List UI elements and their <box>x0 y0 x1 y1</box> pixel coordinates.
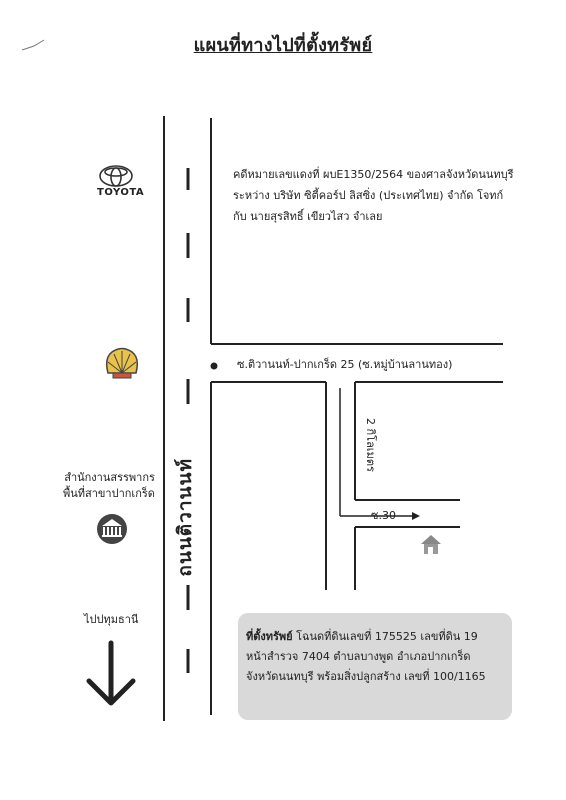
map-title: แผนที่ทางไปที่ตั้งทรัพย์ <box>193 35 373 56</box>
case-line-3: กับ นายสุรสิทธิ์ เขียวไสว จำเลย <box>233 210 383 223</box>
property-heading: ที่ตั้งทรัพย์ <box>246 630 293 643</box>
scan-mark <box>22 40 44 50</box>
case-line-2: ระหว่าง บริษัท ซิตี้คอร์ป ลิสซิ่ง (ประเทศไทย) จำกัด โจทก์ <box>233 189 504 202</box>
soi-main-label: ซ.ติวานนท์-ปากเกร็ด 25 (ซ.หมู่บ้านลานทอง) <box>237 358 453 371</box>
revenue-department-logo <box>97 514 127 544</box>
property-line-3: จังหวัดนนทบุรี พร้อมสิ่งปลูกสร้าง เลขที่ 100/1165 <box>246 670 486 683</box>
direction-label: ไปปทุมธานี <box>84 613 139 626</box>
property-info-box <box>238 613 512 720</box>
tax-office-line-2: พื้นที่สาขาปากเกร็ด <box>63 487 155 500</box>
case-line-1: คดีหมายเลขแดงที่ ผบE1350/2564 ของศาลจังหวัดนนทบุรี <box>233 168 514 181</box>
tax-office-line-1: สำนักงานสรรพากร <box>64 471 155 484</box>
arrow-down-icon <box>89 643 133 703</box>
tax-office-label <box>63 470 155 502</box>
main-road-label: ถนนติวานนท์ <box>174 458 196 577</box>
property-line-1 <box>246 627 504 647</box>
soi-entrance-dot <box>211 363 218 370</box>
property-deed: โฉนดที่ดินเลขที่ 175525 เลขที่ดิน 19 <box>292 630 478 643</box>
shell-logo <box>107 349 138 379</box>
case-description <box>233 164 514 227</box>
toyota-label: TOYOTA <box>97 187 145 198</box>
property-line-2: หน้าสำรวจ 7404 ตำบลบางพูด อำเภอปากเกร็ด <box>246 650 471 663</box>
house-icon <box>421 535 441 554</box>
distance-label: 2 กิโลเมตร <box>364 418 377 472</box>
soi30-arrowhead <box>412 512 420 520</box>
soi-30-label: ซ.30 <box>371 509 396 522</box>
toyota-logo <box>100 166 132 186</box>
